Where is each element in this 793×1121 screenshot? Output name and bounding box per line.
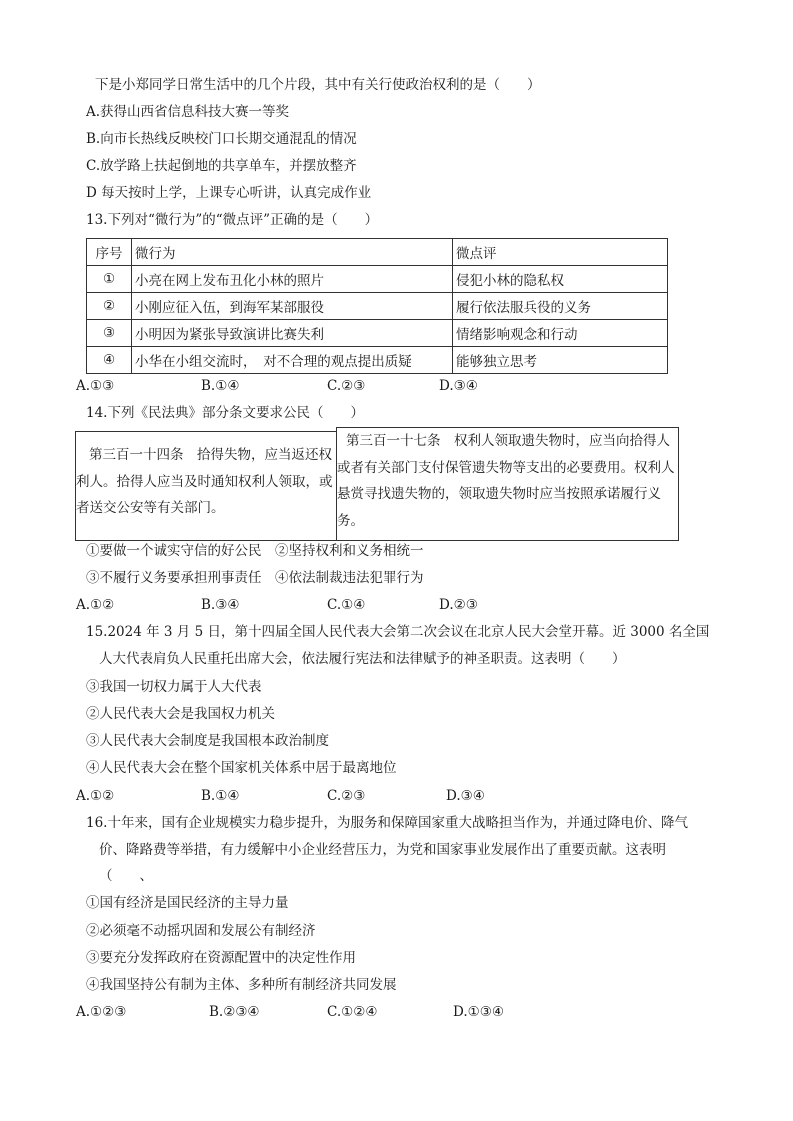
q12-option-c: C.放学路上扶起倒地的共享单车，并摆放整齐: [86, 158, 357, 174]
table-header-cell: 微点评: [453, 239, 668, 266]
table-header-cell: 微行为: [132, 239, 453, 266]
table-cell: ④: [87, 347, 132, 374]
q16-item-4: ④我国坚持公有制为主体、多种所有制经济共同发展: [86, 977, 397, 993]
q15-stem-line1: 15.2024 年 3 月 5 日，第十四届全国人民代表大会第二次会议在北京人民大会堂开幕。近 3000 名全国: [86, 624, 710, 640]
q16-item-3: ③要充分发挥政府在资源配置中的决定性作用: [86, 950, 356, 966]
q12-option-a: A.获得山西省信息科技大赛一等奖: [86, 104, 290, 120]
q16-choices: [76, 1002, 576, 1022]
q15-choice-b: B.①④: [201, 788, 240, 804]
table-cell: 小明因为紧张导致演讲比赛失利: [132, 320, 453, 347]
table-row: [87, 293, 668, 320]
table-cell: 情绪影响观念和行动: [453, 320, 668, 347]
q16-item-1: ①国有经济是国民经济的主导力量: [86, 895, 289, 911]
q15-item-3: ③人民代表大会制度是我国根本政治制度: [86, 733, 329, 749]
q13-choice-a: A.①③: [76, 378, 115, 394]
q14-stem: 14.下列《民法典》部分条文要求公民（ ）: [86, 405, 364, 421]
table-cell: 履行依法服兵役的义务: [453, 293, 668, 320]
q13-stem: 13.下列对“微行为”的“微点评”正确的是（ ）: [86, 212, 379, 228]
q12-option-b: B.向市长热线反映校门口长期交通混乱的情况: [86, 131, 357, 147]
q13-choice-b: B.①④: [201, 378, 240, 394]
q16-stem-line1: 16.十年来，国有企业规模实力稳步提升，为服务和保障国家重大战略担当作为，并通过降电价、降气: [86, 815, 688, 831]
table-cell: ③: [87, 320, 132, 347]
q14-choice-b: B.③④: [201, 597, 240, 613]
q14-items-1: ①要做一个诚实守信的好公民 ②坚持权利和义务相统一: [86, 543, 424, 559]
q14-article-314-box: [75, 431, 337, 541]
table-cell: ①: [87, 266, 132, 293]
q13-choice-c: C.②③: [327, 378, 366, 394]
q15-item-4: ④人民代表大会在整个国家机关体系中居于最离地位: [86, 760, 397, 776]
q15-item-1: ③我国一切权力属于人大代表: [86, 679, 262, 695]
q16-stem-line2: 价、降路费等举措，有力缓解中小企业经营压力，为党和国家事业发展作出了重要贡献。这表明: [99, 842, 666, 858]
q14-article-317-text: 第三百一十七条 权利人领取遗失物时，应当向拾得人或者有关部门支付保管遗失物等支出的必要费用。权利人悬赏寻找遗失物的，领取遗失物时应当按照承诺履行义务。: [337, 433, 675, 529]
q16-choice-a: A.①②③: [76, 1004, 127, 1020]
q14-items-2: ③不履行义务要承担刑事责任 ④依法制裁违法犯罪行为: [86, 570, 424, 586]
q15-choice-a: A.①②: [76, 788, 115, 804]
table-cell: 侵犯小林的隐私权: [453, 266, 668, 293]
q12-stem: 下是小郑同学日常生活中的几个片段，其中有关行使政治权利的是（ ）: [95, 77, 541, 93]
q16-choice-b: B.②③④: [209, 1004, 260, 1020]
q16-stem-line3: （ 、: [99, 868, 153, 884]
table-row: [87, 266, 668, 293]
q15-item-2: ②人民代表大会是我国权力机关: [86, 706, 275, 722]
q14-article-317-box: [336, 427, 679, 541]
q14-choice-c: C.①④: [327, 597, 366, 613]
table-row: [87, 320, 668, 347]
table-header-row: [87, 239, 668, 266]
q13-table: [86, 238, 668, 374]
q15-choice-c: C.②③: [327, 788, 366, 804]
table-cell: 小亮在网上发布丑化小林的照片: [132, 266, 453, 293]
table-header-cell: 序号: [87, 239, 132, 266]
q13-choices: [76, 376, 576, 396]
q14-choices: [76, 595, 576, 615]
q15-stem-line2: 人大代表肩负人民重托出席大会，依法履行宪法和法律赋予的神圣职责。这表明（ ）: [99, 651, 626, 667]
q16-choice-c: C.①②④: [327, 1004, 378, 1020]
q16-choice-d: D.①③④: [453, 1004, 504, 1020]
q14-article-314-text: 第三百一十四条 拾得失物，应当返还权利人。拾得人应当及时通知权利人领取，或者送交公安等有关部门。: [76, 447, 333, 516]
q14-choice-d: D.②③: [439, 597, 478, 613]
q16-item-2: ②必须毫不动摇巩固和发展公有制经济: [86, 923, 316, 939]
q13-choice-d: D.③④: [439, 378, 478, 394]
table-cell: ②: [87, 293, 132, 320]
q14-choice-a: A.①②: [76, 597, 115, 613]
table-cell: 小华在小组交流时， 对不合理的观点提出质疑: [132, 347, 453, 374]
q15-choices: [76, 786, 576, 806]
table-row: [87, 347, 668, 374]
q12-option-d: D 每天按时上学，上课专心听讲，认真完成作业: [86, 185, 372, 201]
q15-choice-d: D.③④: [446, 788, 485, 804]
table-cell: 小刚应征入伍，到海军某部服役: [132, 293, 453, 320]
table-cell: 能够独立思考: [453, 347, 668, 374]
